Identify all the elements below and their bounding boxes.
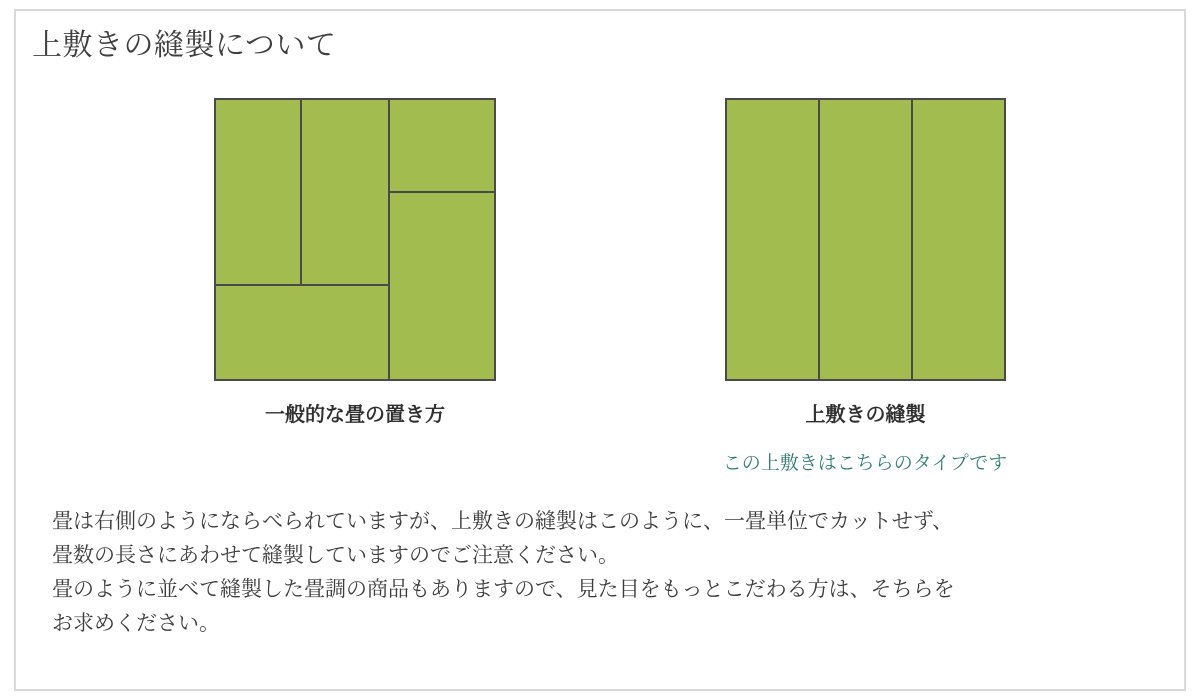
description-line-1: 畳は右側のようにならべられていますが、上敷きの縫製はこのように、一畳単位でカットせず、 (52, 510, 954, 533)
caption-uwashiki-sewing: 上敷きの縫製 (805, 404, 926, 426)
description-line-4: お求めください。 (52, 612, 220, 635)
mat-middle-right (388, 191, 496, 381)
mat-bottom-strip (214, 284, 390, 381)
panel-right (911, 98, 1006, 381)
panel-center (818, 98, 913, 381)
description-line-3: 畳のように並べて縫製した畳調の商品もありますので、見た目をもっとこだわる方は、そちらを (52, 578, 955, 601)
uwashiki-sewing-layout (725, 98, 1006, 381)
page-title: 上敷きの縫製について (32, 29, 337, 62)
panel-left (725, 98, 820, 381)
type-note: この上敷きはこちらのタイプです (722, 453, 1008, 474)
mat-top-left (214, 98, 302, 286)
description-text (52, 505, 1152, 641)
tatami-standard-layout (214, 98, 496, 381)
mat-top-right (388, 98, 496, 193)
description-line-2: 畳数の長さにあわせて縫製していますのでご注意ください。 (52, 544, 619, 567)
caption-standard-layout: 一般的な畳の置き方 (265, 404, 445, 426)
